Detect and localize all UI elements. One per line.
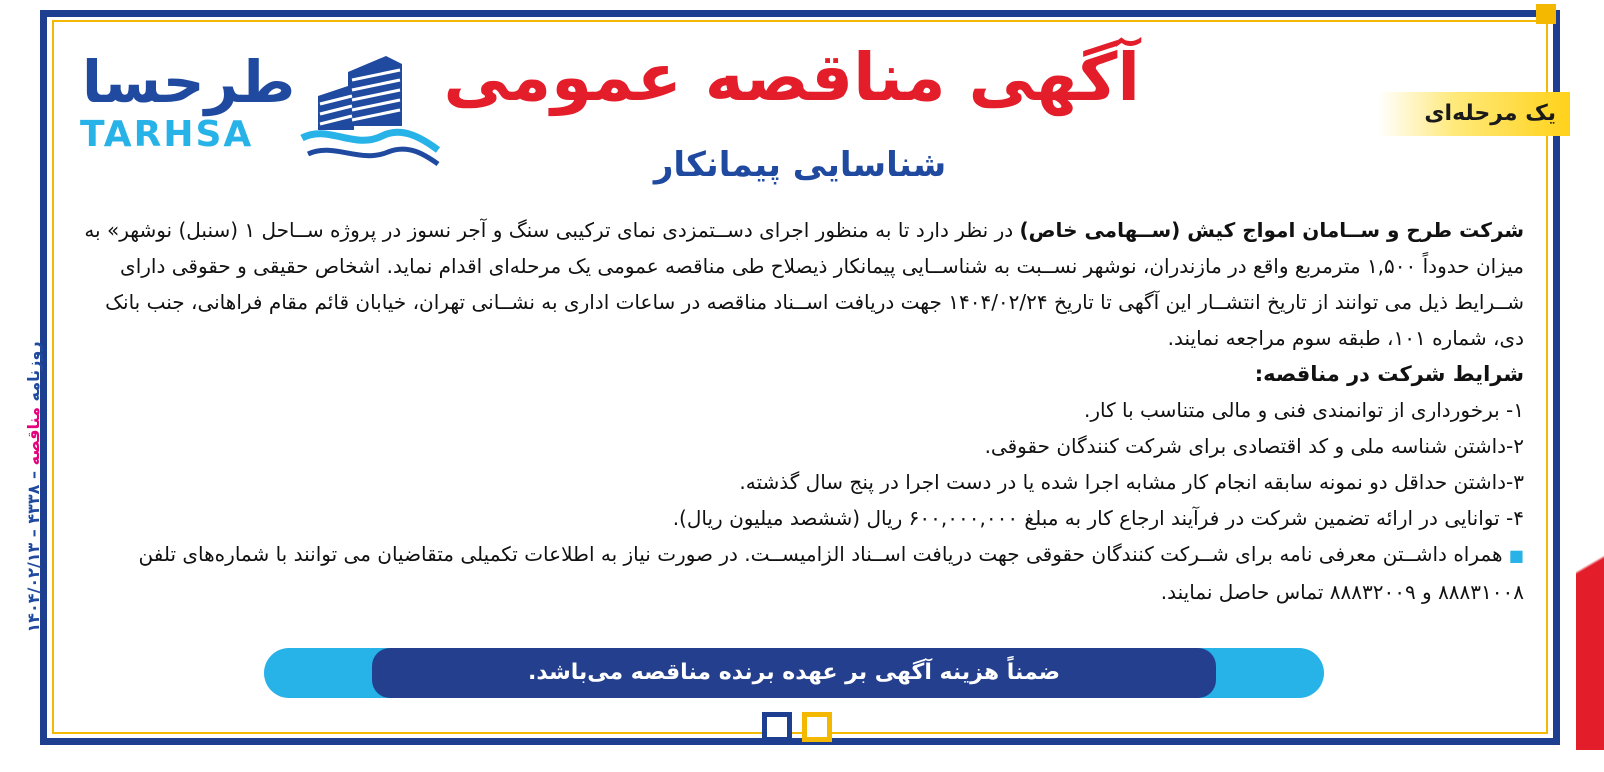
company-name: شرکت طرح و ســامان امواج کیش (ســهامی خاص) xyxy=(1019,218,1524,242)
paper-name: مناقصه xyxy=(24,407,43,466)
building-wave-icon xyxy=(298,54,442,172)
announcement-body xyxy=(72,212,1524,610)
contact-note-text: همراه داشــتن معرفی نامه برای شــرکت کنندگان حقوقی جهت دریافت اســناد الزامیســت. در صورت نیاز به اطلاعات تکمیلی متقاضیان می توانند با شماره‌های تلفن ۸۸۸۳۱۰۰۸ و ۸۸۸۳۲۰۰۹ تماس حاصل نمایند. xyxy=(138,542,1524,604)
newspaper-credit xyxy=(17,327,51,647)
tender-type-badge: یک مرحله‌ای xyxy=(1378,92,1570,136)
contact-note xyxy=(72,536,1524,610)
condition-item: ۲-داشتن شناسه ملی و کد اقتصادی برای شرکت کنندگان حقوقی. xyxy=(984,434,1524,458)
conditions-heading: شرایط شرکت در مناقصه: xyxy=(1254,362,1524,386)
footer-banner: ضمناً هزینه آگهی بر عهده برنده مناقصه می‌باشد. xyxy=(372,648,1216,698)
condition-item: ۴- توانایی در ارائه تضمین شرکت در فرآیند ارجاع کار به مبلغ ۶۰۰,۰۰۰,۰۰۰ ریال (ششصد میلیون ریال). xyxy=(672,506,1524,530)
page-title: آگهی مناقصه عمومی xyxy=(443,39,1140,116)
page-subtitle: شناسایی پیمانکار xyxy=(653,145,947,185)
intro-text: در نظر دارد تا به منظور اجرای دســتمزدی نمای ترکیبی سنگ و آجر نسوز در پروژه ســاحل ۱ (سنبل) نوشهر» به میزان حدوداً ۱,۵۰۰ مترمربع واقع در مازندران، نوشهر نســبت به شناســایی پیمانکار ذیصلاح طی مناقصه عمومی یک مرحله‌ای اقدام نماید. اشخاص حقیقی و حقوقی دارای شــرایط ذیل می توانند از تاریخ انتشــار این آگهی تا تاریخ ۱۴۰۴/۰۲/۲۴ جهت دریافت اســناد مناقصه در ساعات اداری به نشــانی تهران، خیابان قائم مقام فراهانی، جنب بانک دی، شماره ۱۰۱، طبقه سوم مراجعه نمایند. xyxy=(84,218,1524,350)
logo-name-en: TARHSA xyxy=(80,114,254,155)
tarhsa-logo xyxy=(78,48,444,172)
intro-paragraph xyxy=(72,212,1524,356)
logo-name-fa: طرحسا xyxy=(82,48,296,116)
paper-prefix: روزنامه xyxy=(24,341,43,402)
decorative-square xyxy=(762,712,792,742)
condition-item: ۱- برخورداری از توانمندی فنی و مالی متناسب با کار. xyxy=(1084,398,1524,422)
corner-ornament xyxy=(1536,4,1556,24)
decorative-edge xyxy=(1572,0,1604,772)
decorative-square xyxy=(802,712,832,742)
bullet-icon: ■ xyxy=(1508,546,1524,565)
issue-info: – ۴۳۳۸ – ۱۴۰۴/۰۲/۱۳ xyxy=(24,470,43,633)
condition-item: ۳-داشتن حداقل دو نمونه سابقه انجام کار مشابه اجرا شده یا در دست اجرا در پنج سال گذشته. xyxy=(739,470,1524,494)
